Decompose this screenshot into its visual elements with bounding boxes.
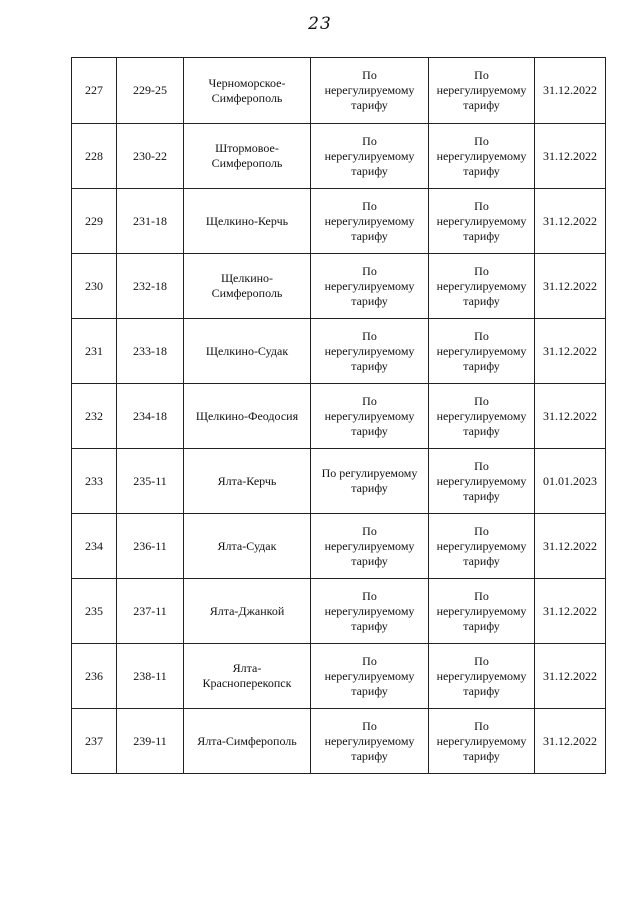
table-row bbox=[72, 384, 606, 449]
routes-table-body bbox=[72, 58, 606, 774]
table-row bbox=[72, 709, 606, 774]
table-row bbox=[72, 58, 606, 124]
row-number-cell: 232 bbox=[72, 384, 117, 449]
tariff-type-secondary-cell: По нерегулируемому тарифу bbox=[429, 449, 535, 514]
row-number-cell: 235 bbox=[72, 579, 117, 644]
date-cell: 31.12.2022 bbox=[535, 384, 606, 449]
tariff-type-secondary-cell: По нерегулируемому тарифу bbox=[429, 319, 535, 384]
route-name-cell: Щелкино-Керчь bbox=[184, 189, 311, 254]
tariff-type-secondary-cell: По нерегулируемому тарифу bbox=[429, 254, 535, 319]
row-number-cell: 236 bbox=[72, 644, 117, 709]
table-row bbox=[72, 254, 606, 319]
route-number-cell: 233-18 bbox=[117, 319, 184, 384]
route-number-cell: 239-11 bbox=[117, 709, 184, 774]
row-number-cell: 230 bbox=[72, 254, 117, 319]
route-name-cell: Ялта-Керчь bbox=[184, 449, 311, 514]
table-row bbox=[72, 579, 606, 644]
route-name-cell: Штормовое- Симферополь bbox=[184, 124, 311, 189]
row-number-cell: 228 bbox=[72, 124, 117, 189]
row-number-cell: 229 bbox=[72, 189, 117, 254]
date-cell: 31.12.2022 bbox=[535, 579, 606, 644]
route-number-cell: 234-18 bbox=[117, 384, 184, 449]
table-row bbox=[72, 644, 606, 709]
date-cell: 01.01.2023 bbox=[535, 449, 606, 514]
tariff-type-cell: По нерегулируемому тарифу bbox=[311, 514, 429, 579]
route-number-cell: 235-11 bbox=[117, 449, 184, 514]
table-row bbox=[72, 514, 606, 579]
route-number-cell: 232-18 bbox=[117, 254, 184, 319]
tariff-type-cell: По нерегулируемому тарифу bbox=[311, 319, 429, 384]
route-number-cell: 229-25 bbox=[117, 58, 184, 124]
route-number-cell: 237-11 bbox=[117, 579, 184, 644]
date-cell: 31.12.2022 bbox=[535, 644, 606, 709]
route-number-cell: 231-18 bbox=[117, 189, 184, 254]
tariff-type-secondary-cell: По нерегулируемому тарифу bbox=[429, 58, 535, 124]
tariff-type-cell: По регулируемому тарифу bbox=[311, 449, 429, 514]
tariff-type-secondary-cell: По нерегулируемому тарифу bbox=[429, 384, 535, 449]
tariff-type-cell: По нерегулируемому тарифу bbox=[311, 644, 429, 709]
tariff-type-cell: По нерегулируемому тарифу bbox=[311, 189, 429, 254]
table-row bbox=[72, 189, 606, 254]
row-number-cell: 227 bbox=[72, 58, 117, 124]
date-cell: 31.12.2022 bbox=[535, 709, 606, 774]
tariff-type-secondary-cell: По нерегулируемому тарифу bbox=[429, 514, 535, 579]
route-name-cell: Ялта-Джанкой bbox=[184, 579, 311, 644]
tariff-type-cell: По нерегулируемому тарифу bbox=[311, 254, 429, 319]
tariff-type-cell: По нерегулируемому тарифу bbox=[311, 709, 429, 774]
tariff-type-cell: По нерегулируемому тарифу bbox=[311, 124, 429, 189]
tariff-type-cell: По нерегулируемому тарифу bbox=[311, 579, 429, 644]
tariff-type-secondary-cell: По нерегулируемому тарифу bbox=[429, 644, 535, 709]
route-name-cell: Ялта- Красноперекопск bbox=[184, 644, 311, 709]
route-name-cell: Ялта-Симферополь bbox=[184, 709, 311, 774]
route-name-cell: Ялта-Судак bbox=[184, 514, 311, 579]
tariff-type-cell: По нерегулируемому тарифу bbox=[311, 384, 429, 449]
row-number-cell: 234 bbox=[72, 514, 117, 579]
date-cell: 31.12.2022 bbox=[535, 254, 606, 319]
table-row bbox=[72, 319, 606, 384]
table-row bbox=[72, 449, 606, 514]
routes-table bbox=[71, 57, 606, 774]
tariff-type-secondary-cell: По нерегулируемому тарифу bbox=[429, 189, 535, 254]
tariff-type-secondary-cell: По нерегулируемому тарифу bbox=[429, 579, 535, 644]
route-name-cell: Щелкино-Судак bbox=[184, 319, 311, 384]
tariff-type-secondary-cell: По нерегулируемому тарифу bbox=[429, 124, 535, 189]
route-number-cell: 236-11 bbox=[117, 514, 184, 579]
date-cell: 31.12.2022 bbox=[535, 124, 606, 189]
date-cell: 31.12.2022 bbox=[535, 319, 606, 384]
row-number-cell: 233 bbox=[72, 449, 117, 514]
route-number-cell: 230-22 bbox=[117, 124, 184, 189]
date-cell: 31.12.2022 bbox=[535, 189, 606, 254]
route-name-cell: Черноморское- Симферополь bbox=[184, 58, 311, 124]
tariff-type-secondary-cell: По нерегулируемому тарифу bbox=[429, 709, 535, 774]
route-name-cell: Щелкино- Симферополь bbox=[184, 254, 311, 319]
row-number-cell: 231 bbox=[72, 319, 117, 384]
date-cell: 31.12.2022 bbox=[535, 514, 606, 579]
route-name-cell: Щелкино-Феодосия bbox=[184, 384, 311, 449]
row-number-cell: 237 bbox=[72, 709, 117, 774]
page-number: 23 bbox=[308, 14, 332, 34]
date-cell: 31.12.2022 bbox=[535, 58, 606, 124]
table-row bbox=[72, 124, 606, 189]
route-number-cell: 238-11 bbox=[117, 644, 184, 709]
tariff-type-cell: По нерегулируемому тарифу bbox=[311, 58, 429, 124]
